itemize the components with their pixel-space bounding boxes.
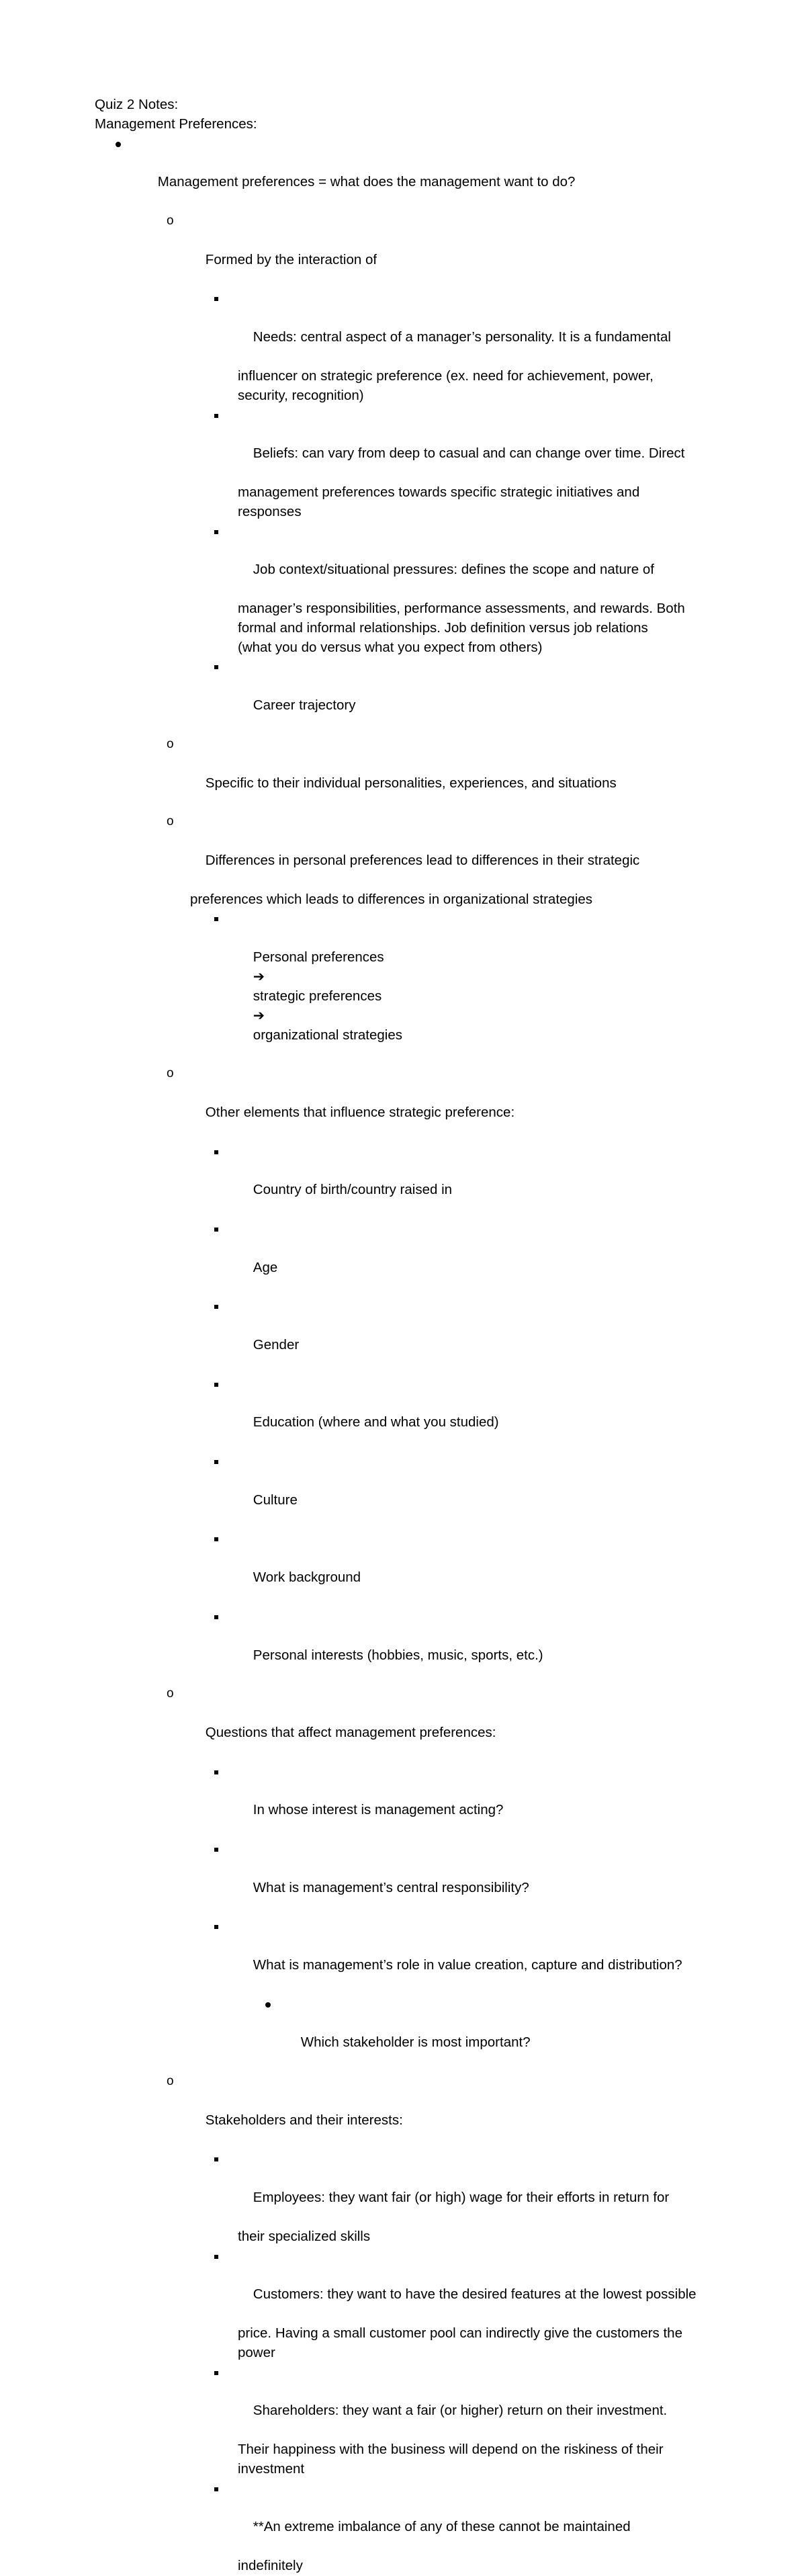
square-bullet-icon — [214, 1460, 218, 1464]
list-item-continuation: their specialized skills — [238, 2228, 371, 2244]
list-item: Beliefs: can vary from deep to casual and can change over time. Direct — [95, 406, 723, 483]
list-item: Personal preferences ➔ strategic preferences ➔ organizational strategies — [95, 909, 723, 1064]
square-bullet-icon — [214, 530, 218, 534]
circle-bullet-icon: o — [167, 2074, 174, 2089]
list-item-continuation: price. Having a small customer pool can indirectly give the customers the — [238, 2325, 682, 2342]
square-bullet-icon — [214, 297, 218, 301]
list-item: Personal interests (hobbies, music, sports, etc.) — [95, 1607, 723, 1684]
square-bullet-icon — [214, 2371, 218, 2375]
disc-bullet-icon — [116, 142, 121, 147]
square-bullet-icon — [214, 414, 218, 418]
list-item-continuation: preferences which leads to differences in organizational strategies — [190, 891, 593, 907]
square-bullet-icon — [214, 2255, 218, 2259]
page-title: Quiz 2 Notes: — [95, 97, 179, 112]
square-bullet-icon — [214, 1770, 218, 1774]
list-item: Career trajectory — [95, 657, 723, 734]
list-item: Country of birth/country raised in — [95, 1142, 723, 1219]
list-item: **An extreme imbalance of any of these cannot be maintained — [95, 2479, 723, 2557]
list-item-continuation: power — [238, 2344, 275, 2360]
list-item-continuation: indefinitely — [238, 2558, 303, 2574]
list-item: What is management’s central responsibility? — [95, 1840, 723, 1917]
square-bullet-icon — [214, 1305, 218, 1309]
square-bullet-icon — [214, 1615, 218, 1619]
square-bullet-icon — [214, 1537, 218, 1541]
list-item-continuation: responses — [238, 503, 302, 519]
disc-bullet-icon — [265, 2002, 271, 2008]
list-item: Job context/situational pressures: defines the scope and nature of — [95, 522, 723, 599]
square-bullet-icon — [214, 1228, 218, 1232]
square-bullet-icon — [214, 917, 218, 921]
square-bullet-icon — [214, 1150, 218, 1154]
right-arrow-icon: ➔ — [253, 968, 265, 984]
square-bullet-icon — [214, 1925, 218, 1929]
circle-bullet-icon: o — [167, 814, 174, 829]
list-item: Education (where and what you studied) — [95, 1375, 723, 1452]
document-page — [95, 95, 723, 2576]
square-bullet-icon — [214, 2487, 218, 2491]
circle-bullet-icon: o — [167, 214, 174, 228]
right-arrow-icon: ➔ — [253, 1007, 265, 1023]
list-item: Needs: central aspect of a manager’s personality. It is a fundamental — [95, 289, 723, 366]
list-item-continuation: manager’s responsibilities, performance assessments, and rewards. Both — [238, 600, 685, 616]
list-item: Gender — [95, 1297, 723, 1374]
square-bullet-icon — [214, 1383, 218, 1387]
list-item: Shareholders: they want a fair (or higher) return on their investment. — [95, 2363, 723, 2440]
list-item: Culture — [95, 1452, 723, 1529]
list-item: o Formed by the interaction of — [95, 212, 723, 289]
list-item: o Differences in personal preferences lead to differences in their strategic — [95, 812, 723, 890]
square-bullet-icon — [214, 665, 218, 669]
circle-bullet-icon: o — [167, 736, 174, 751]
list-item: Management preferences = what does the management want to do? — [95, 134, 723, 212]
list-item-continuation: (what you do versus what you expect from others) — [238, 639, 543, 655]
list-item-continuation: investment — [238, 2460, 305, 2477]
list-item: o Questions that affect management preferences: — [95, 1684, 723, 1762]
list-item: o Stakeholders and their interests: — [95, 2072, 723, 2149]
section-heading: Management Preferences: — [95, 116, 257, 132]
list-item: Age — [95, 1219, 723, 1297]
list-item-continuation: influencer on strategic preference (ex. need for achievement, power, — [238, 368, 654, 384]
list-item: In whose interest is management acting? — [95, 1762, 723, 1840]
list-item: What is management’s role in value creation, capture and distribution? — [95, 1917, 723, 1994]
list-item: Customers: they want to have the desired features at the lowest possible — [95, 2247, 723, 2324]
square-bullet-icon — [214, 1848, 218, 1852]
list-item-continuation: Their happiness with the business will depend on the riskiness of their — [238, 2442, 664, 2458]
list-item-continuation: security, recognition) — [238, 387, 364, 403]
square-bullet-icon — [214, 2157, 218, 2161]
list-item-continuation: management preferences towards specific strategic initiatives and — [238, 484, 640, 500]
list-item: o Other elements that influence strategic preference: — [95, 1064, 723, 1142]
list-item: Which stakeholder is most important? — [95, 1995, 723, 2072]
list-item: o Specific to their individual personalities, experiences, and situations — [95, 735, 723, 812]
list-item: Employees: they want fair (or high) wage for their efforts in return for — [95, 2149, 723, 2227]
list-item-continuation: formal and informal relationships. Job definition versus job relations — [238, 619, 648, 636]
list-item: Work background — [95, 1529, 723, 1606]
circle-bullet-icon: o — [167, 1066, 174, 1081]
circle-bullet-icon: o — [167, 1686, 174, 1701]
